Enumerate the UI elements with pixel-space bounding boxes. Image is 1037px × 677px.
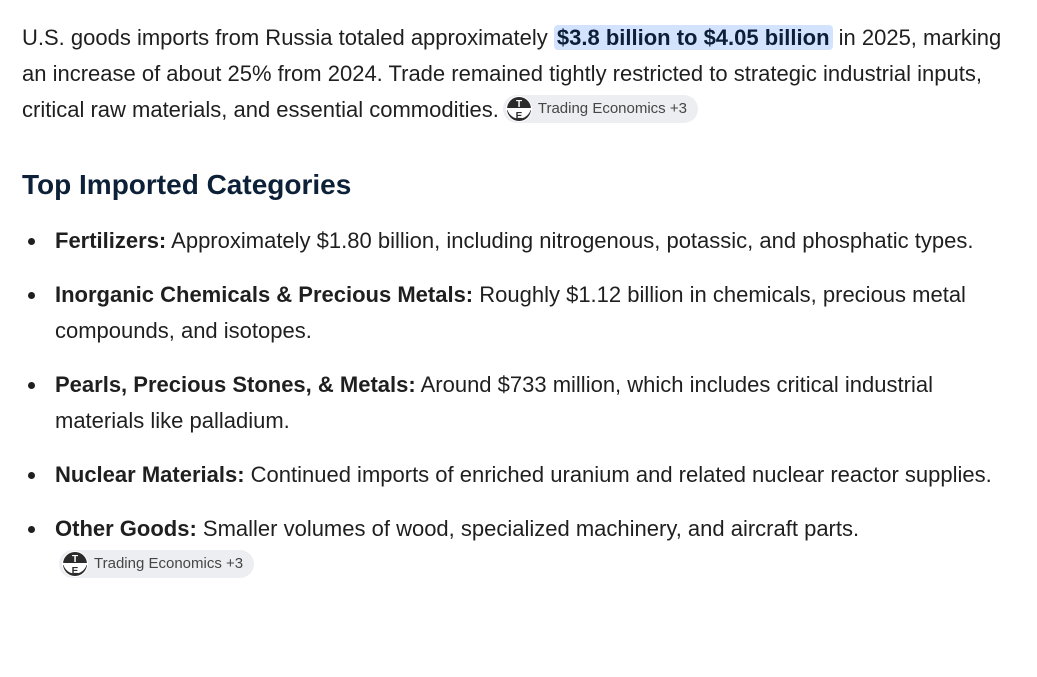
section-title: Top Imported Categories <box>22 169 352 200</box>
categories-list <box>22 223 1015 583</box>
list-item <box>22 511 1015 583</box>
source-chip-label: Trading Economics +3 <box>537 100 687 118</box>
category-description: Roughly $1.12 billion in chemicals, precious metal compounds, and isotopes. <box>55 282 966 343</box>
category-term: Nuclear Materials: <box>55 462 245 487</box>
trading-economics-logo-icon <box>506 96 532 122</box>
list-item <box>22 367 1015 439</box>
source-chip-other-goods[interactable] <box>59 550 254 578</box>
category-term: Inorganic Chemicals & Precious Metals: <box>55 282 474 307</box>
bullet <box>28 382 35 389</box>
category-description: Continued imports of enriched uranium and related nuclear reactor supplies. <box>244 462 992 487</box>
logo-letter-bottom: E <box>515 111 523 123</box>
list-item <box>22 457 1015 493</box>
intro-paragraph <box>22 20 1015 128</box>
logo-letter-top: T <box>71 554 79 566</box>
logo-letter-top: T <box>515 99 522 111</box>
trading-economics-logo-icon <box>62 551 88 577</box>
source-chip-intro[interactable] <box>503 95 698 123</box>
bullet <box>28 472 35 479</box>
bullet <box>28 292 35 299</box>
intro-text-after: in 2025, marking an increase of about 25% from 2024. Trade remained tightly restricted to strategic industrial inputs, critical raw materials, and essential commodities. <box>22 25 1002 122</box>
list-item <box>22 223 1015 259</box>
category-term: Fertilizers: <box>55 228 167 253</box>
category-term: Pearls, Precious Stones, & Metals: <box>55 372 416 397</box>
category-description: Smaller volumes of wood, specialized machinery, and aircraft parts. <box>196 516 860 541</box>
bullet <box>28 526 35 533</box>
logo-letter-bottom: E <box>71 566 79 578</box>
bullet <box>28 238 35 245</box>
intro-highlight: $3.8 billion to $4.05 billion <box>554 25 833 50</box>
category-description: Approximately $1.80 billion, including nitrogenous, potassic, and phosphatic types. <box>166 228 974 253</box>
category-term: Other Goods: <box>55 516 197 541</box>
category-description: Around $733 million, which includes critical industrial materials like palladium. <box>55 372 933 433</box>
intro-text-before: U.S. goods imports from Russia totaled approximately <box>22 25 554 50</box>
source-chip-label: Trading Economics +3 <box>94 555 244 573</box>
list-item <box>22 277 1015 349</box>
